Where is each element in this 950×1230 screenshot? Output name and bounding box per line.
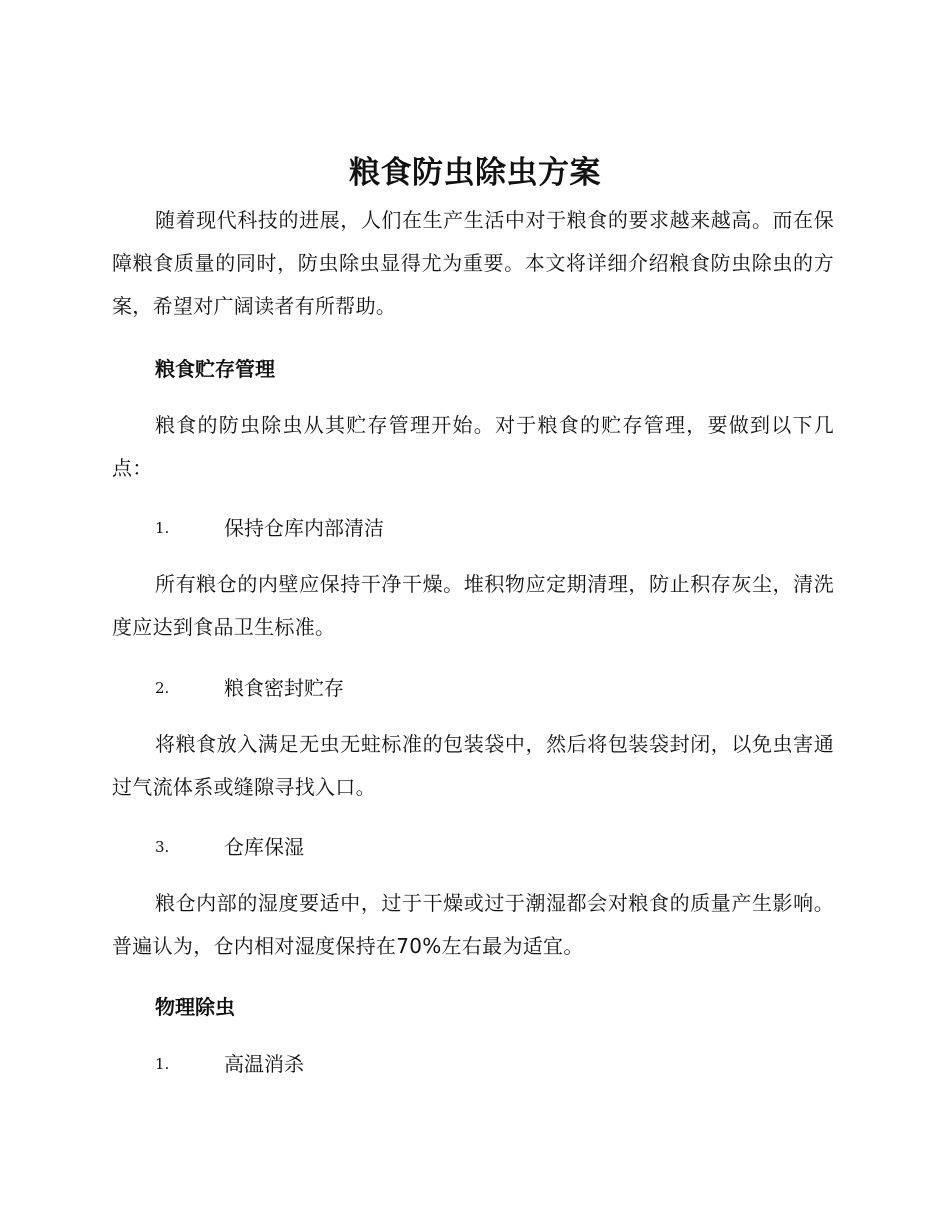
storage-intro-paragraph: 粮食的防虫除虫从其贮存管理开始。对于粮食的贮存管理，要做到以下几点：	[112, 413, 834, 480]
list-number: 3.	[155, 838, 170, 856]
list-item-body: 粮仓内部的湿度要适中，过于干燥或过于潮湿都会对粮食的质量产生影响。普遍认为，仓内相对湿度保持在70%左右最为适宜。	[112, 891, 834, 958]
list-item-title: 保持仓库内部清洁	[224, 516, 384, 540]
list-item-title: 高温消杀	[224, 1052, 304, 1076]
list-item-title: 仓库保湿	[224, 835, 304, 859]
document-title: 粮食防虫除虫方案	[349, 155, 601, 191]
list-item-title: 粮食密封贮存	[224, 676, 344, 700]
section-heading-storage: 粮食贮存管理	[155, 357, 275, 381]
list-item-body: 将粮食放入满足无虫无蛀标准的包装袋中，然后将包装袋封闭，以免虫害通过气流体系或缝隙寻找入口。	[112, 732, 834, 799]
list-number: 1.	[155, 519, 170, 537]
list-item-body: 所有粮仓的内壁应保持干净干燥。堆积物应定期清理，防止积存灰尘，清洗度应达到食品卫生标准。	[112, 572, 834, 639]
list-number: 1.	[155, 1055, 170, 1073]
list-number: 2.	[155, 679, 170, 697]
intro-paragraph: 随着现代科技的进展，人们在生产生活中对于粮食的要求越来越高。而在保障粮食质量的同时，防虫除虫显得尤为重要。本文将详细介绍粮食防虫除虫的方案，希望对广阔读者有所帮助。	[112, 208, 834, 318]
section-heading-physical: 物理除虫	[155, 995, 235, 1019]
